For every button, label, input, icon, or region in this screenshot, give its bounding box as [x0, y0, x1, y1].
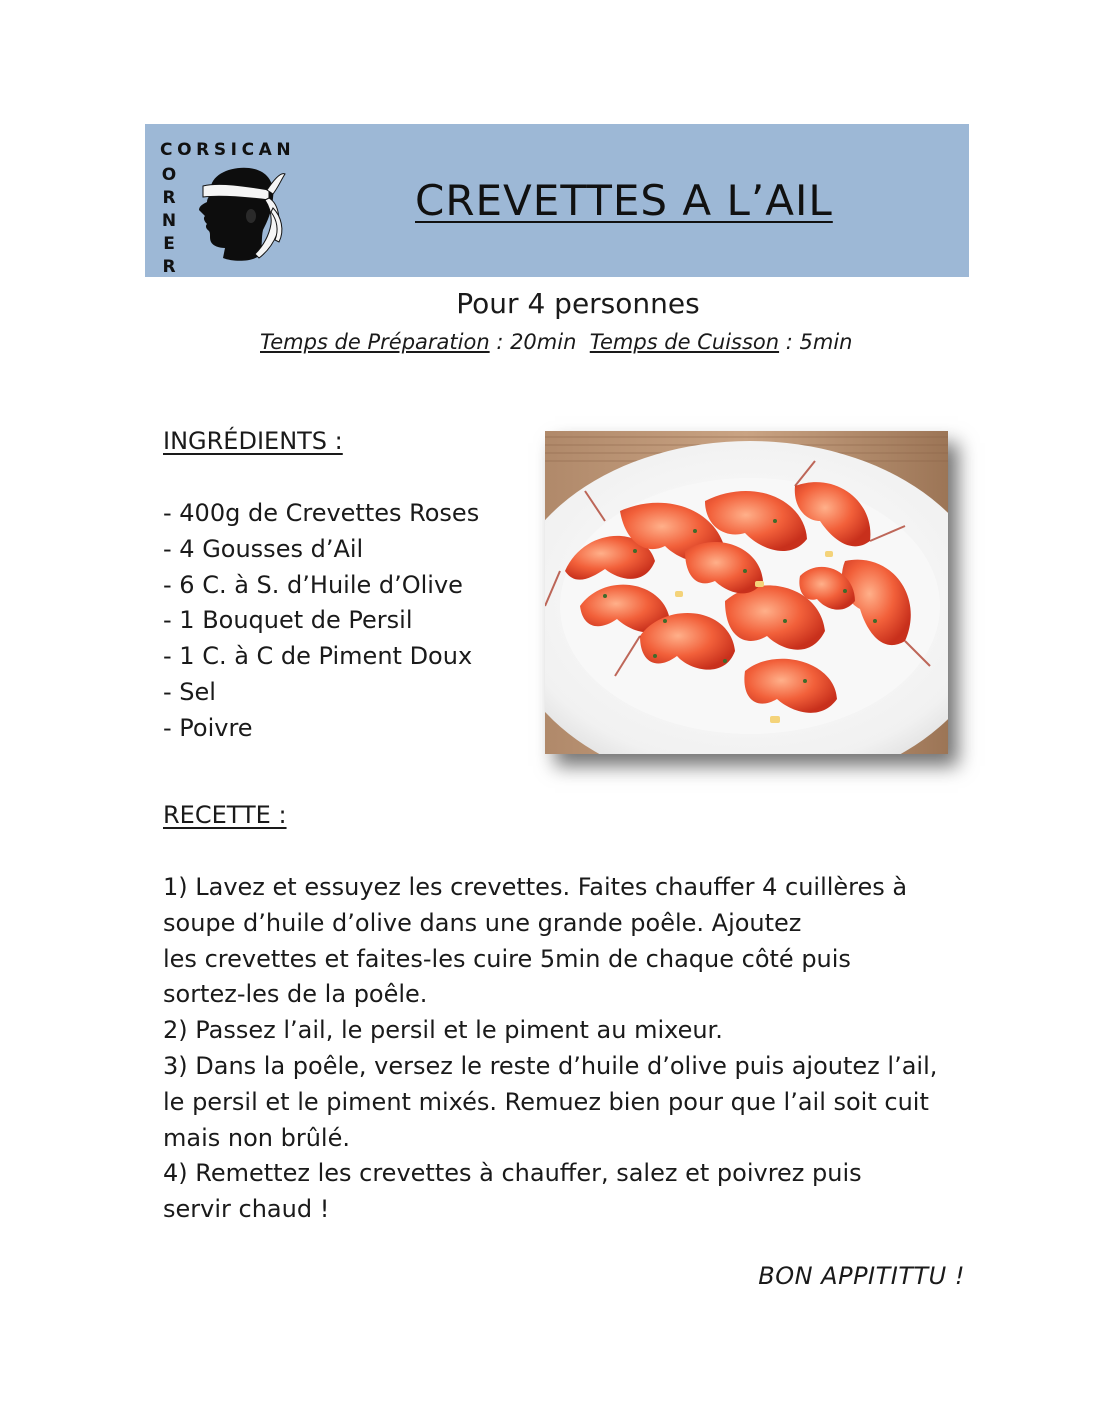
- recipe-line: soupe d’huile d’olive dans une grande poêle. Ajoutez: [163, 908, 802, 937]
- recipe-line: le persil et le piment mixés. Remuez bien pour que l’ail soit cuit: [163, 1087, 929, 1116]
- recipe-line: mais non brûlé.: [163, 1123, 350, 1152]
- corsican-corner-logo: [145, 124, 315, 277]
- recipe-line: servir chaud !: [163, 1195, 330, 1224]
- list-item: - Poivre: [163, 713, 253, 742]
- recipe-line: 4) Remettez les crevettes à chauffer, salez et poivrez puis: [163, 1159, 862, 1188]
- logo-letter: E: [163, 234, 175, 254]
- recipe-line: sortez-les de la poêle.: [163, 980, 428, 1009]
- prep-cook-times: [260, 330, 852, 354]
- shrimp-plate-image: [545, 431, 948, 754]
- recipe-line: les crevettes et faites-les cuire 5min de chaque côté puis: [163, 944, 851, 973]
- recipe-header: [145, 124, 969, 277]
- logo-vertical-text: [161, 164, 177, 279]
- signoff-text: BON APPITITTU !: [758, 1262, 965, 1290]
- list-item: - 6 C. à S. d’Huile d’Olive: [163, 570, 463, 599]
- ingredients-heading: INGRÉDIENTS :: [163, 427, 343, 455]
- list-item: - 400g de Crevettes Roses: [163, 499, 480, 527]
- list-item: - 1 Bouquet de Persil: [163, 606, 413, 635]
- moor-head-icon: [189, 164, 289, 264]
- servings-text: Pour 4 personnes: [456, 287, 700, 320]
- prep-time-label: Temps de Préparation: [260, 330, 490, 354]
- cook-time-label: Temps de Cuisson: [589, 330, 780, 354]
- shrimp-plate-illustration: [545, 431, 948, 754]
- cook-time-value: : 5min: [779, 330, 853, 354]
- recipe-steps: [163, 870, 963, 1228]
- prep-time-value: : 20min: [489, 330, 590, 354]
- logo-top-text: CORSICAN: [160, 140, 296, 160]
- logo-letter: N: [161, 211, 177, 231]
- logo-letter: O: [161, 165, 177, 185]
- list-item: - 4 Gousses d’Ail: [163, 534, 364, 563]
- list-item: - Sel: [163, 677, 216, 706]
- recipe-title: CREVETTES A L’AIL: [415, 176, 833, 225]
- list-item: - 1 C. à C de Piment Doux: [163, 642, 473, 671]
- recipe-heading: RECETTE :: [163, 801, 287, 829]
- recipe-line: 3) Dans la poêle, versez le reste d’huile d’olive puis ajoutez l’ail,: [163, 1051, 938, 1080]
- logo-letter: R: [162, 257, 176, 277]
- recipe-line: 2) Passez l’ail, le persil et le piment au mixeur.: [163, 1016, 723, 1045]
- ingredients-list: [163, 496, 479, 747]
- logo-letter: R: [162, 188, 176, 208]
- recipe-line: 1) Lavez et essuyez les crevettes. Faites chauffer 4 cuillères à: [163, 873, 908, 901]
